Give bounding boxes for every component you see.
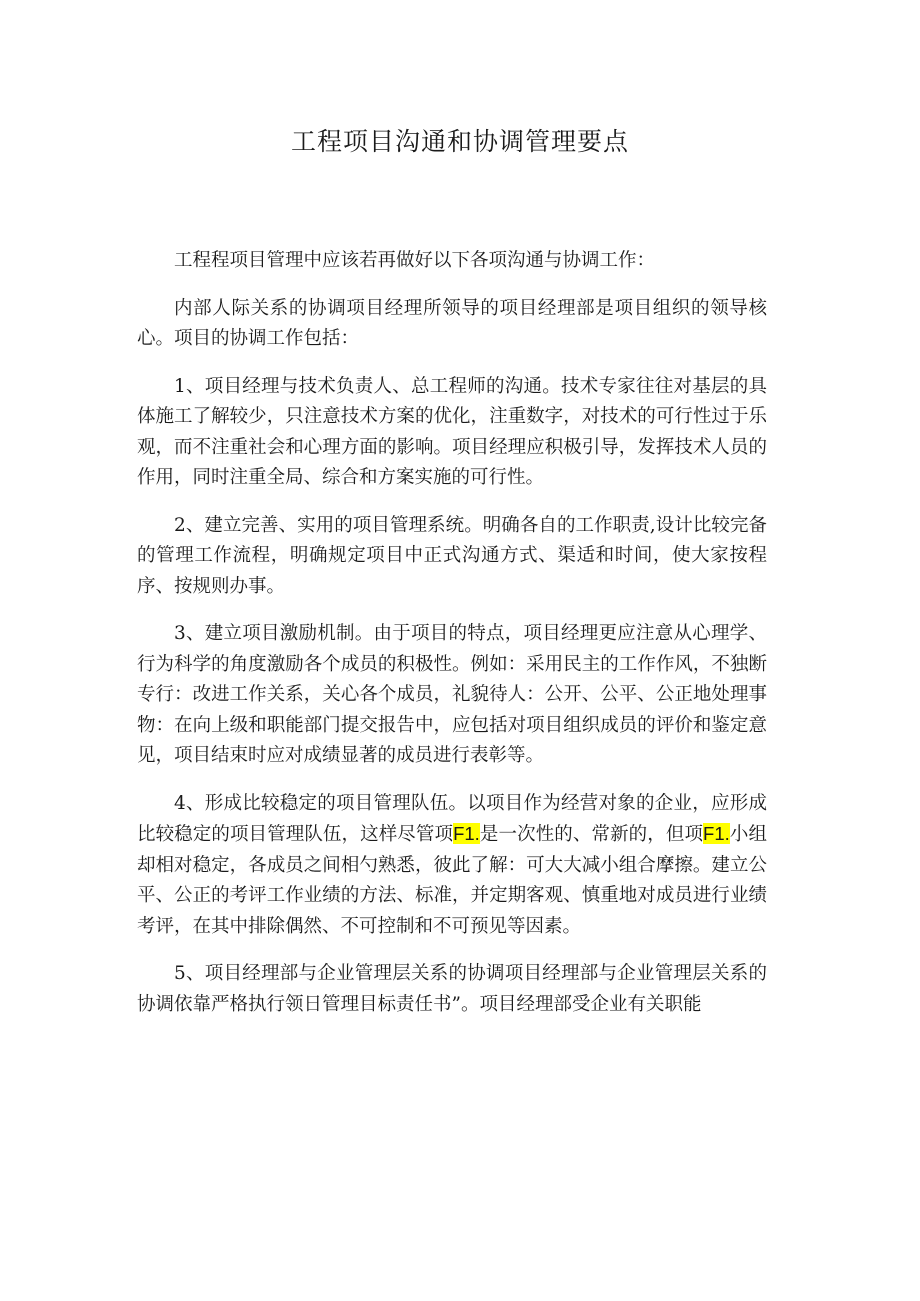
paragraph-item-2: 2、建立完善、实用的项目管理系统。明确各自的工作职责,设计比较完备的管理工作流程，明确规定项目中正式沟通方式、渠适和时间，使大家按程序、按规则办事。 bbox=[137, 514, 767, 597]
paragraph-item-5: 5、项目经理部与企业管理层关系的协调项目经理部与企业管理层关系的协调依靠严格执行领日管理目标责任书”。项目经理部受企业有关职能 bbox=[137, 963, 767, 1015]
paragraph-item-4-part1: 4、形成比较稳定的项目管理队伍。以项目作为经营对象的企业，应形成比较稳定的项目管理队伍，这样尽管项 bbox=[137, 792, 767, 845]
highlight-mark-2: F1. bbox=[703, 823, 730, 844]
paragraph-item-1: 1、项目经理与技术负责人、总工程师的沟通。技术专家往往对基层的具体施工了解较少，只注意技术方案的优化，注重数字，对技术的可行性过于乐观，而不注重社会和心理方面的影响。项目经理应积极引导，发挥技术人员的作用，同时注重全局、综合和方案实施的可行性。 bbox=[137, 375, 767, 488]
document-body bbox=[137, 246, 767, 1037]
paragraph-intro: 工程程项目管理中应该若再做好以下各项沟通与协调工作： bbox=[174, 250, 656, 271]
paragraph-item-4-part2: 是一次性的、常新的，但项 bbox=[479, 824, 704, 845]
highlight-mark-1: F1. bbox=[453, 823, 480, 844]
document-title: 工程项目沟通和协调管理要点 bbox=[290, 127, 629, 156]
paragraph-item-4 bbox=[137, 789, 767, 943]
paragraph-internal-relations: 内部人际关系的协调项目经理所领导的项目经理部是项目组织的领导核心。项目的协调工作包括： bbox=[137, 297, 767, 349]
paragraph-item-3: 3、建立项目激励机制。由于项目的特点，项目经理更应注意从心理学、行为科学的角度激励各个成员的积极性。例如：采用民主的工作作风，不独断专行：改进工作关系，关心各个成员，礼貌待人：公开、公平、公正地处理事物：在向上级和职能部门提交报告中，应包括对项目组织成员的评价和鉴定意见，项目结束时应对成绩显著的成员进行表彰等。 bbox=[137, 623, 767, 766]
paragraph-item-4-part3: 小组却相对稳定，各成员之间相勺熟悉，彼此了解：可大大减小组合摩擦。建立公平、公正的考评工作业绩的方法、标准，并定期客观、慎重地对成员进行业绩考评，在其中排除偶然、不可控制和不可预见等因素。 bbox=[137, 824, 767, 937]
